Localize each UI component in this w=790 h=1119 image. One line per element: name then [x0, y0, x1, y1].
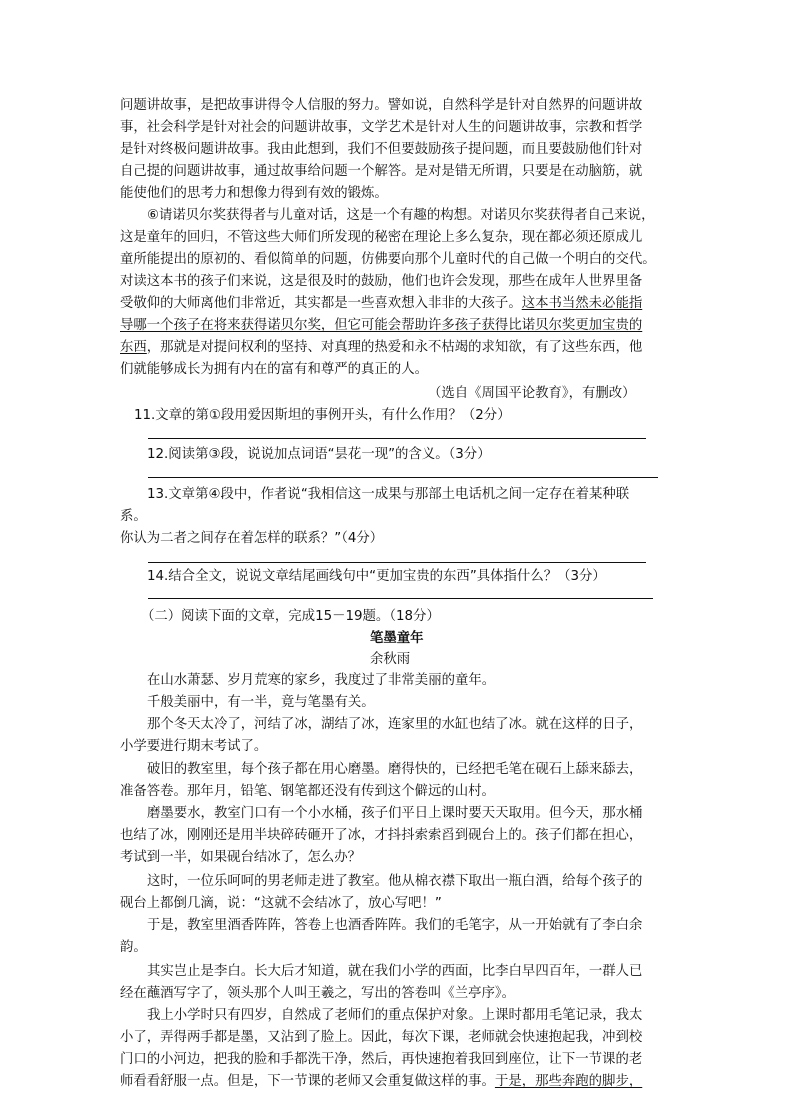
- text-line: [120, 1072, 642, 1092]
- text-line: [120, 338, 642, 358]
- question-13-cont: 系。: [120, 509, 147, 524]
- text-line: 其实岂止是李白。长大后才知道，就在我们小学的西面，比李白早四百年，一群人已: [147, 964, 643, 979]
- answer-line[interactable]: [148, 598, 653, 599]
- text-line: 考试到一半，如果砚台结冰了，怎么办？: [120, 850, 362, 865]
- text-line: 千般美丽中，有一半，竟与笔墨有关。: [147, 695, 375, 710]
- underlined-sentence: 于是，那些奔跑的脚步，: [494, 1074, 643, 1089]
- text-line: 们就能够成长为拥有内在的富有和尊严的真正的人。: [120, 362, 428, 377]
- text-segment: 受敬仰的大师离他们非常近，其实都是一些喜欢想入非非的大孩子。: [120, 296, 522, 311]
- question-13-cont: 你认为二者之间存在着怎样的联系？”（4分）: [120, 531, 384, 546]
- text-line: 韵。: [120, 940, 147, 955]
- text-line: 那个冬天太冷了，河结了冰，湖结了冰，连家里的水缸也结了冰。就在这样的日子，: [147, 717, 643, 732]
- answer-line[interactable]: [148, 562, 646, 563]
- text-line: 小了，弄得两手都是墨，又沾到了脸上。因此，每次下课，老师就会快速抱起我，冲到校: [120, 1030, 643, 1045]
- text-line: 自己提的问题讲故事，通过故事给问题一个解答。是对是错无所谓，只要是在动脑筋，就: [120, 164, 643, 179]
- question-13: 13.文章第④段中，作者说“我相信这一成果与那部土电话机之间一定存在着某种联: [147, 487, 630, 502]
- answer-line[interactable]: [148, 438, 646, 439]
- underlined-sentence: 这本书当然未必能指: [521, 296, 643, 311]
- text-line: 是针对终极问题讲故事。我由此想到，我们不但要鼓励孩子提问题，而且要鼓励他们针对: [120, 142, 643, 157]
- underlined-sentence: 导哪一个孩子在将来获得诺贝尔奖，但它可能会帮助许多孩子获得比诺贝尔奖更加宝贵的: [120, 318, 643, 333]
- question-11: 11.文章的第①段用爱因斯坦的事例开头，有什么作用？（2分）: [134, 408, 511, 423]
- text-segment: 师看看舒服一点。但是，下一节课的老师又会重复做这样的事。: [120, 1074, 495, 1089]
- text-line: ⑥请诺贝尔奖获得者与儿童对话，这是一个有趣的构想。对诺贝尔奖获得者自己来说，: [147, 208, 655, 223]
- text-line: 砚台上都倒几滴，说：“这就不会结冰了，放心写吧！”: [120, 896, 442, 911]
- text-line: 对读这本书的孩子们来说，这是很及时的鼓励，他们也许会发现，那些在成年人世界里备: [120, 274, 643, 289]
- question-12: 12.阅读第③段，说说加点词语“昙花一现”的含义。（3分）: [147, 447, 491, 462]
- underlined-sentence: 东西: [120, 340, 147, 355]
- article-title: 笔墨童年: [370, 631, 424, 646]
- text-line: 问题讲故事，是把故事讲得令人信服的努力。譬如说，自然科学是针对自然界的问题讲故: [120, 98, 643, 113]
- text-line: 门口的小河边，把我的脸和手都洗干净，然后，再快速抱着我回到座位，让下一节课的老: [120, 1052, 643, 1067]
- text-line: 这时，一位乐呵呵的男老师走进了教室。他从棉衣襟下取出一瓶白酒，给每个孩子的: [147, 874, 643, 889]
- text-line: 于是，教室里酒香阵阵，答卷上也酒香阵阵。我们的毛笔字，从一开始就有了李白余: [147, 918, 643, 933]
- text-line: 准备答卷。那年月，铅笔、钢笔都还没有传到这个僻远的山村。: [120, 784, 495, 799]
- text-line: 我上小学时只有四岁，自然成了老师们的重点保护对象。上课时都用毛笔记录，我太: [147, 1008, 643, 1023]
- text-line: 破旧的教室里，每个孩子都在用心磨墨。磨得快的，已经把毛笔在砚石上舔来舔去，: [147, 762, 643, 777]
- section-heading: （二）阅读下面的文章，完成15－19题。（18分）: [141, 609, 440, 624]
- article-author: 余秋雨: [370, 652, 411, 667]
- text-segment: ，那就是对提问权利的坚持、对真理的热爱和永不枯竭的求知欲，有了这些东西，他: [146, 340, 643, 355]
- text-line: 小学要进行期末考试了。: [120, 739, 268, 754]
- text-line: 事，社会科学是针对社会的问题讲故事，文学艺术是针对人生的问题讲故事，宗教和哲学: [120, 120, 643, 135]
- text-line: 这是童年的回归，不管这些大师们所发现的秘密在理论上多么复杂，现在都必须还原成儿: [120, 230, 643, 245]
- text-line: 能使他们的思考力和想像力得到有效的锻炼。: [120, 186, 388, 201]
- text-line: 经在蘸酒写字了，领头那个人叫王羲之，写出的答卷叫《兰亭序》。: [120, 986, 516, 1001]
- source-citation: （选自《周国平论教育》，有删改）: [428, 386, 636, 401]
- answer-line[interactable]: [148, 477, 658, 478]
- question-14: 14.结合全文，说说文章结尾画线句中“更加宝贵的东西”具体指什么？（3分）: [147, 569, 606, 584]
- text-line: 在山水萧瑟、岁月荒寒的家乡，我度过了非常美丽的童年。: [147, 673, 496, 688]
- text-line: 磨墨要水，教室门口有一个小水桶，孩子们平日上课时要天天取用。但今天，那水桶: [147, 806, 643, 821]
- text-line: [120, 294, 642, 314]
- text-line: 童所能提出的原初的、看似简单的问题，仿佛要向那个儿童时代的自己做一个明白的交代。: [120, 252, 656, 267]
- text-line: 也结了冰，刚刚还是用半块碎砖砸开了冰，才抖抖索索舀到砚台上的。孩子们都在担心，: [120, 828, 643, 843]
